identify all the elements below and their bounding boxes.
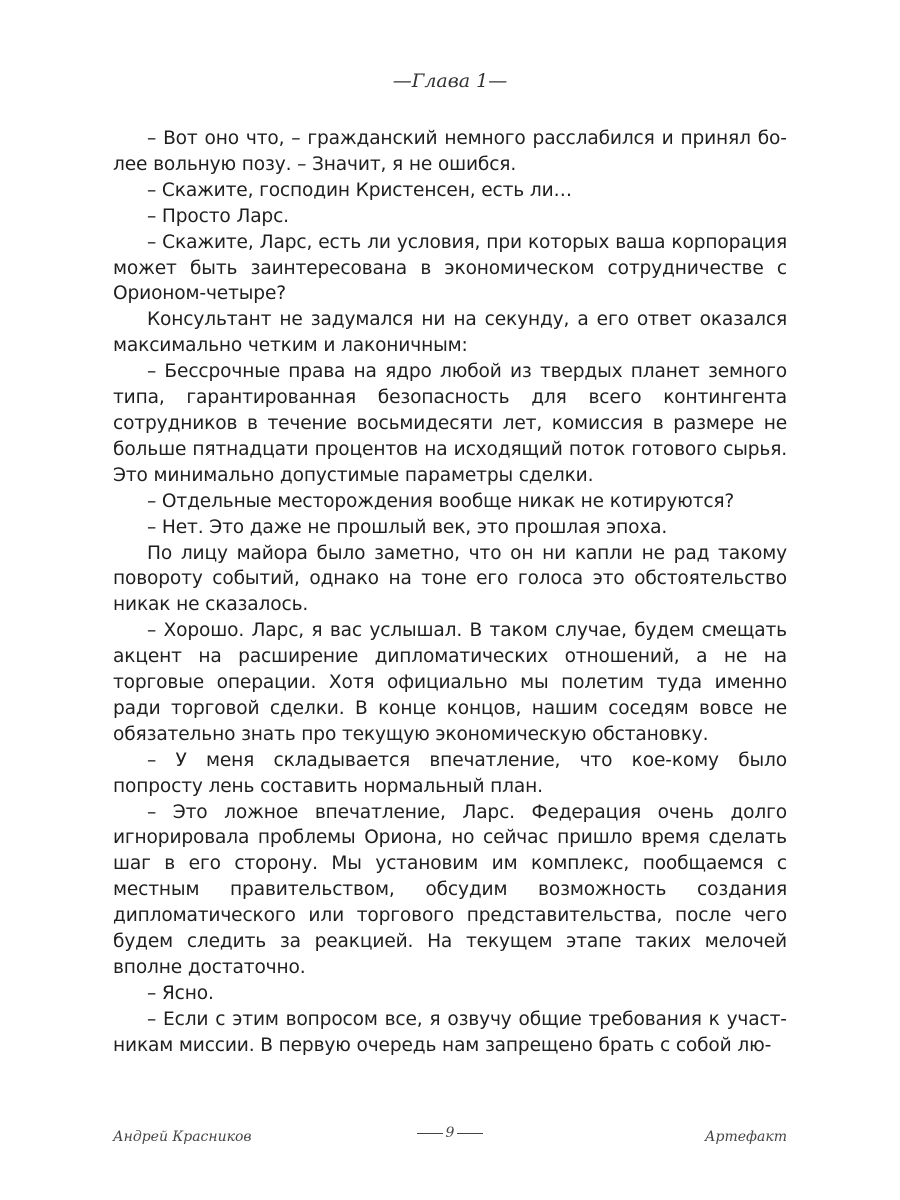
paragraph: – Бессрочные права на ядро любой из твердых планет земного типа, гарантированная безопасность для всего контингента сотрудников в течение восьмидесяти лет, комиссия в размере не больше пятнадцати процентов на исходящий поток готового сырья. Это минимально допустимые параметры сделки. — [113, 361, 787, 486]
page-number-block — [113, 1125, 787, 1141]
paragraph: – Хорошо. Ларс, я вас услышал. В таком случае, будем смещать акцент на расширение дипломатических отношений, а не на торговые операции. Хотя официально мы полетим туда именно ради торговой сделки. В конце концов, нашим соседям вовсе не обязательно знать про текущую экономическую обстановку. — [113, 620, 787, 745]
footer-author: Андрей Красников — [113, 1129, 252, 1145]
body-text — [113, 126, 787, 1059]
page-footer — [113, 1125, 787, 1155]
running-head: —Глава 1— — [392, 70, 508, 92]
paragraph: По лицу майора было заметно, что он ни капли не рад такому повороту событий, однако на тоне его голоса это обстоятельство никак не сказалось. — [113, 542, 787, 616]
page-number: 9 — [445, 1125, 455, 1141]
paragraph: – Если с этим вопросом все, я озвучу общие требования к участникам миссии. В первую очередь нам запрещено брать с собой лю- — [113, 1008, 787, 1056]
paragraph: – Просто Ларс. — [147, 205, 289, 227]
paragraph: Консультант не задумался ни на секунду, а его ответ оказался максимально четким и лаконичным: — [113, 309, 787, 357]
paragraph: – Вот оно что, – гражданский немного расслабился и принял более вольную позу. – Значит, я не ошибся. — [113, 128, 787, 175]
paragraph: – Скажите, господин Кристенсен, есть ли… — [147, 179, 572, 201]
page-number-rule-right — [457, 1133, 483, 1134]
page-number-rule-left — [417, 1133, 443, 1134]
paragraph: – У меня складывается впечатление, что кое-кому было попросту лень составить нормальный план. — [113, 749, 787, 797]
paragraph: – Скажите, Ларс, есть ли условия, при которых ваша корпорация может быть заинтересована в экономическом сотрудничестве с Орионом-четыре? — [113, 231, 787, 305]
paragraph: – Ясно. — [147, 982, 214, 1004]
footer-book-title: Артефакт — [704, 1129, 787, 1145]
paragraph: – Отдельные месторождения вообще никак не котируются? — [147, 490, 735, 512]
paragraph: – Это ложное впечатление, Ларс. Федерация очень долго игнорировала проблемы Ориона, но сейчас пришло время сделать шаг в его сторону. Мы установим им комплекс, пообщаемся с местным правительством, обсудим возможность создания дипломатического или торгового представительства, после чего будем следить за реакцией. На текущем этапе таких мелочей вполне достаточно. — [113, 801, 787, 978]
paragraph: – Нет. Это даже не прошлый век, это прошлая эпоха. — [147, 516, 668, 538]
